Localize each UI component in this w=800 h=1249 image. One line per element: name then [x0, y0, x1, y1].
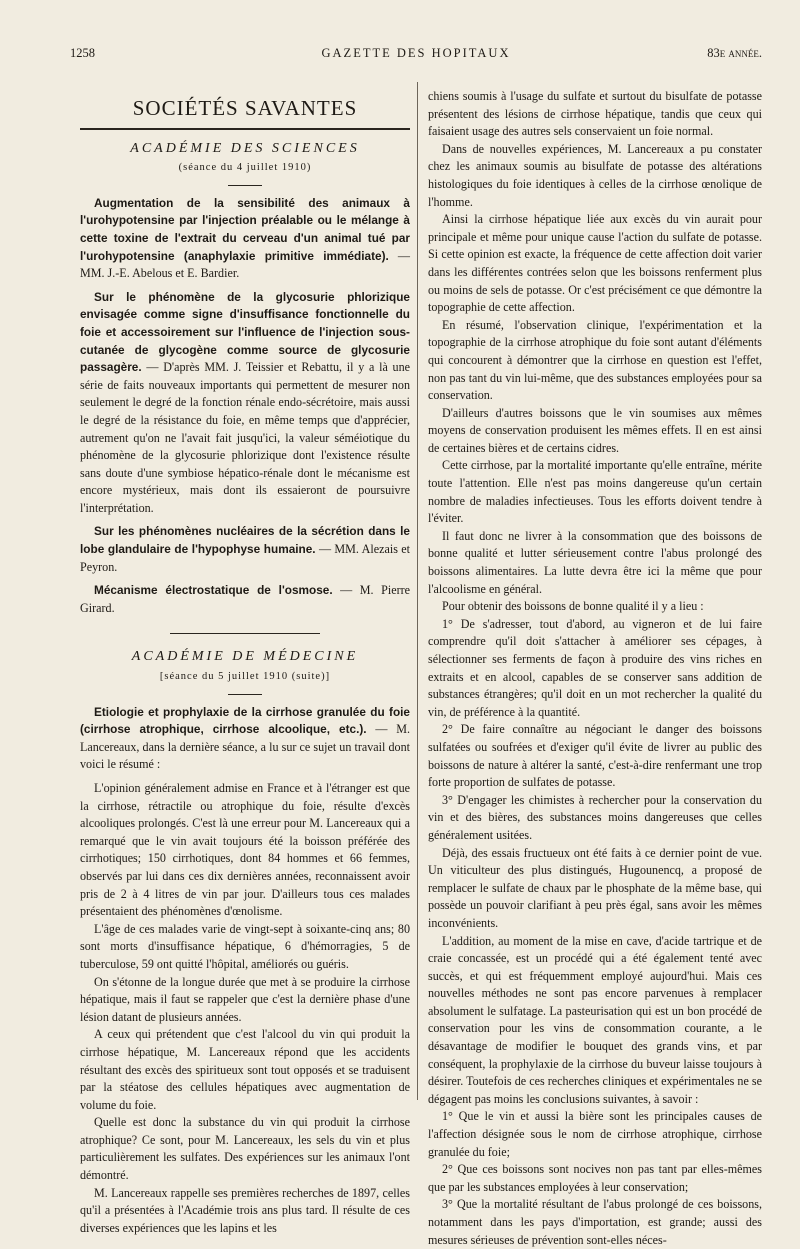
paragraph: L'opinion généralement admise en France et à l'étranger est que la cirrhose, rétractile ou atrophique du foie, résulte d'excès alcooliques prolongés. C'est là une erreur pour M. Lancereaux qui a remarqué que le vin avait toujours été la boisson préférée des cirrhotiques; 150 cirrhotiques, dont 84 hommes et 66 femmes, observés par lui dans ces dix dernières années, reconnaissent avoir pris de 2 à 4 litres de vin par jour. D'ailleurs tous ces malades présentaient des phénomènes d'œnolisme. — [80, 781, 410, 919]
article-item: Etiologie et prophylaxie de la cirrhose granulée du foie (cirrhose atrophique, cirrhose alcoolique, etc.). — M. Lancereaux, dans la dernière séance, a lu sur ce sujet un travail dont voici le résumé : — [80, 704, 410, 772]
article-item: Sur le phénomène de la glycosurie phlorizique envisagée comme signe d'insuffisance fonctionnelle du foie et accessoirement sur l'influence de l'injection sous-cutanée de glycogène comme source de glycosurie passagère. — D'après MM. J. Teissier et Rebattu, il y a là une série de faits nouveaux importants qui permettent de mesurer non seulement le degré de la fonction rénale endo-sécrétoire, mais aussi le degré de la résistance du foie, en même temps que d'apprécier, autrement qu'on ne l'avait fait jusqu'ici, la valeur séméiotique du phénomène de la glycosurie phlorizique dont l'existence résulte sans doute d'une symbiose hépatico-rénale dont le mécanisme est encore mystérieux, mais dont ils essaieront de poursuivre l'interprétation. — [80, 289, 410, 515]
paragraph: 3° Que la mortalité résultant de l'abus prolongé de ces boissons, notamment dans les pays d'importation, est grande; aussi des mesures sérieuses de prévention sont-elles néces- — [428, 1197, 762, 1247]
column-divider — [417, 82, 418, 1100]
session-date: [séance du 5 juillet 1910 (suite)] — [159, 671, 331, 683]
paragraph: 1° De s'adresser, tout d'abord, au vigneron et de lui faire comprendre qu'il doit s'attacher à améliorer ses cépages, à sélectionner ses ferments de façon à produire des vins riches en extraits et en alcool, capables de se conserver sans addition de substances étrangères; qu'il doit en un mot rechercher la qualité du vin, de préférence à la quantité. — [428, 616, 762, 719]
paragraph: On s'étonne de la longue durée que met à se produire la cirrhose hépatique, mais il faut se rappeler que c'est la dernière phase d'une lésion datant de plusieurs années. — [80, 974, 410, 1024]
paragraph: 3° D'engager les chimistes à rechercher pour la conservation du vin et des bières, des substances moins dangereuses que celles généralement usitées. — [428, 792, 762, 842]
paragraph: M. Lancereaux rappelle ses premières recherches de 1897, celles qu'il a présentées à l'Académie trois ans plus tard. Il résulte de ces diverses expériences que les lapins et les — [80, 1185, 410, 1235]
running-header — [70, 46, 762, 66]
page-number: 1258 — [70, 46, 95, 60]
paragraph: Ainsi la cirrhose hépatique liée aux excès du vin aurait pour principale et même pour unique cause l'action du sulfate de potasse. Si cette opinion est exacte, la fréquence de cette affection doit varier dans les différentes contrées selon que les boissons renferment plus ou moins de sels de potasse. Or c'est précisément ce que démontre la topographie de cette affection. — [428, 212, 762, 315]
journal-title: GAZETTE DES HOPITAUX — [321, 46, 511, 60]
article-item: Sur les phénomènes nucléaires de la sécrétion dans le lobe glandulaire de l'hypophyse humaine. — MM. Alezais et Peyron. — [80, 524, 410, 574]
paragraph: En résumé, l'observation clinique, l'expérimentation et la topographie de la cirrhose atrophique du foie sont autant d'éléments qui concourent à démontrer que la cirrhose en question est l'effet, non pas tant du vin lui-même, que des substances employées pour sa conservation. — [428, 317, 762, 403]
paragraph: L'âge de ces malades varie de vingt-sept à soixante-cinq ans; 80 sont morts d'insuffisance hépatique, 6 d'hémorragies, 5 de tuberculose, 59 ont quitté l'hôpital, améliorés ou guéris. — [80, 921, 410, 971]
paragraph: Pour obtenir des boissons de bonne qualité il y a lieu : — [442, 599, 704, 614]
paragraph: 1° Que le vin et aussi la bière sont les principales causes de l'affection désignée sous le nom de cirrhose atrophique, cirrhose granulée du foie; — [428, 1109, 762, 1159]
section-title: SOCIÉTÉS SAVANTES — [132, 96, 358, 120]
left-column — [80, 88, 410, 1237]
section-rule — [80, 128, 410, 130]
paragraph: D'ailleurs d'autres boissons que le vin soumises aux mêmes moyens de conservation produisent les mêmes effets. Il en est ainsi de certaines bières et de certains cidres. — [428, 405, 762, 455]
paragraph: 2° De faire connaître au négociant le danger des boissons sulfatées ou soufrées et d'exiger qu'il évite de livrer au public des boissons de nature à altérer la santé, c'est-à-dire renfermant une trop forte proportion de sulfates de potasse. — [428, 722, 762, 790]
year-label: 83e année. — [707, 46, 762, 60]
paragraph: 2° Que ces boissons sont nocives non pas tant par elles-mêmes que par les substances employées à leur conservation; — [428, 1162, 762, 1194]
paragraph: Cette cirrhose, par la mortalité importante qu'elle entraîne, mérite toute l'attention. Elle n'est pas moins dangereuse qu'un certain nombre de maladies infectieuses. Tous les efforts doivent tendre à l'éviter. — [428, 458, 762, 526]
paragraph: A ceux qui prétendent que c'est l'alcool du vin qui produit la cirrhose hépatique, M. Lancereaux répond que les accidents résultant des excès des spiritueux sont tout opposés et se traduisent par la stéatose des cellules hépatiques avec augmentation de volume du foie. — [80, 1027, 410, 1112]
short-rule — [228, 694, 262, 695]
session-date: (séance du 4 juillet 1910) — [178, 162, 312, 174]
paragraph: chiens soumis à l'usage du sulfate et surtout du bisulfate de potasse présentent des lésions de cirrhose hépatique, tandis que ceux qui faisaient usage des autres sels conservaient un foie normal. — [428, 89, 762, 139]
academy-medicine-heading: ACADÉMIE DE MÉDECINE — [131, 649, 359, 665]
article-item: Mécanisme électrostatique de l'osmose. — M. Pierre Girard. — [80, 583, 410, 615]
academy-sciences-heading: ACADÉMIE DES SCIENCES — [130, 140, 360, 156]
ornament-divider — [170, 633, 320, 634]
right-column — [428, 88, 762, 1249]
article-item: Augmentation de la sensibilité des animaux à l'urohypotensine par l'injection préalable ou le mélange à cette toxine de l'extrait du cerveau d'un animal tué par l'urohypotensine (anaphylaxie primitive immédiate). — MM. J.-E. Abelous et E. Bardier. — [80, 195, 410, 281]
paragraph: Il faut donc ne livrer à la consommation que des boissons de bonne qualité et lutter sérieusement contre l'abus prolongé des boissons alimentaires. La lutte devra être ici la même que pour l'alcoolisme en général. — [428, 528, 762, 596]
short-rule — [228, 185, 262, 186]
paragraph: Quelle est donc la substance du vin qui produit la cirrhose atrophique? Ce sont, pour M. Lancereaux, les sels du vin et plus particulièrement les sulfates. Des expériences sur les animaux l'ont démontré. — [80, 1115, 410, 1183]
paragraph: L'addition, au moment de la mise en cave, d'acide tartrique et de craie concassée, est un procédé qui a été également tenté avec succès, et qui est fréquemment employé aujourd'hui. Mais ces nouvelles méthodes ne sont pas encore parvenues à remplacer absolument le sulfatage. La pasteurisation qui est un bon procédé de conservation pour les vins de consommation courante, a le désavantage de modifier le bouquet des grands vins, et par conséquent, la prophylaxie de la cirrhose du buveur laisse toujours à désirer. Toutefois de ces recherches cliniques et expérimentales ne se dégagent pas moins les conclusions suivantes, à savoir : — [428, 933, 762, 1106]
paragraph: Dans de nouvelles expériences, M. Lancereaux a pu constater chez les animaux soumis au bisulfate de potasse des altérations histologiques du foie identiques à celles de la cirrhose œnolique de l'homme. — [428, 141, 762, 209]
paragraph: Déjà, des essais fructueux ont été faits à ce dernier point de vue. Un viticulteur des plus distingués, Hugounencq, a proposé de remplacer le sulfate de chaux par le phosphate de la même base, qui possède un pouvoir clarifiant à peu près égal, sans avoir les mêmes inconvénients. — [428, 845, 762, 930]
